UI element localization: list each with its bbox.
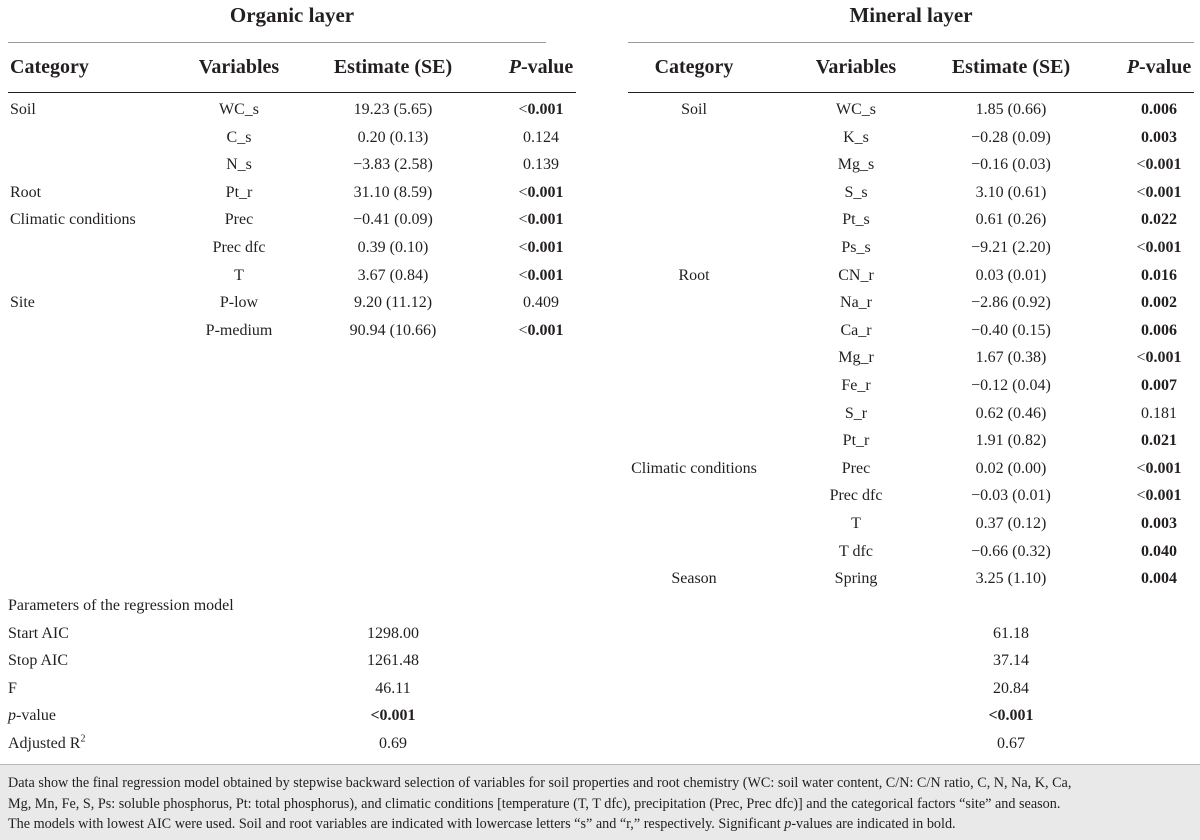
- mineral-estimate-cell: 3.10 (0.61): [975, 183, 1047, 201]
- organic-pvalue-cell: [518, 101, 563, 119]
- organic-layer-title: Organic layer: [229, 3, 355, 27]
- less-than-sign: <: [518, 211, 528, 229]
- mineral-header-category: Category: [654, 56, 734, 78]
- mineral-variable-cell: Mg_r: [838, 349, 874, 367]
- organic-variable-cell: P-low: [219, 294, 259, 312]
- mineral-pvalue-cell: [1136, 487, 1181, 505]
- mineral-pvalue-cell: [1136, 239, 1181, 257]
- organic-category-cell: Climatic conditions: [10, 211, 136, 229]
- model-param-label: [8, 735, 85, 753]
- pvalue-number: 0.006: [1141, 101, 1177, 118]
- mineral-estimate-cell: 0.02 (0.00): [975, 459, 1047, 477]
- organic-category-cell: Soil: [10, 101, 36, 118]
- less-than-sign: <: [518, 266, 528, 284]
- pvalue-number: 0.001: [527, 321, 564, 339]
- mineral-variable-cell: Pt_s: [842, 211, 870, 229]
- organic-pvalue-cell: [518, 322, 563, 340]
- pvalue-number: 0.003: [1141, 128, 1177, 146]
- organic-header-estimate: Estimate (SE): [333, 56, 453, 78]
- mineral-estimate-cell: 0.37 (0.12): [975, 515, 1047, 532]
- pvalue-number: 0.001: [527, 266, 564, 284]
- model-param-label: [8, 652, 68, 670]
- mineral-estimate-cell: 0.03 (0.01): [975, 266, 1047, 284]
- pvalue-number: 0.124: [523, 128, 559, 146]
- organic-variable-cell: WC_s: [219, 101, 259, 118]
- organic-header-pvalue: P-value: [508, 56, 574, 78]
- mineral-pvalue-cell: [1141, 377, 1177, 395]
- mineral-variable-cell: Prec dfc: [829, 487, 883, 505]
- pvalue-number: 0.001: [527, 101, 564, 118]
- organic-estimate-cell: 31.10 (8.59): [353, 183, 433, 201]
- mineral-header-pvalue: P-value: [1126, 56, 1192, 78]
- mineral-estimate-cell: 1.67 (0.38): [975, 349, 1047, 367]
- organic-pvalue-cell: [518, 239, 563, 257]
- pvalue-number: 0.181: [1141, 404, 1177, 422]
- organic-estimate-cell: 3.67 (0.84): [357, 266, 429, 284]
- organic-category-cell: Root: [10, 183, 42, 201]
- pvalue-number: 0.003: [1141, 515, 1177, 532]
- table-footnote: [0, 764, 1200, 840]
- organic-title-rule: [8, 42, 546, 43]
- organic-estimate-cell: 19.23 (5.65): [353, 101, 433, 118]
- model-param-label: [8, 625, 69, 643]
- organic-variable-cell: P-medium: [205, 321, 273, 339]
- mineral-header-estimate: Estimate (SE): [951, 56, 1071, 78]
- organic-estimate-cell: −0.41 (0.09): [353, 211, 433, 229]
- organic-category-cell: Site: [10, 294, 35, 312]
- organic-estimate-cell: 0.20 (0.13): [357, 128, 429, 146]
- mineral-pvalue-cell: [1141, 294, 1177, 312]
- mineral-header-variables: Variables: [815, 56, 897, 78]
- mineral-variable-cell: Ps_s: [841, 239, 871, 256]
- mineral-pvalue-cell: [1141, 267, 1177, 285]
- pvalue-number: 0.040: [1141, 542, 1177, 560]
- mineral-pvalue-cell: [1141, 322, 1177, 340]
- model-mineral-value: 37.14: [993, 652, 1029, 670]
- model-params-title: Parameters of the regression model: [8, 597, 234, 614]
- label-text: F: [8, 679, 17, 697]
- pvalue-number: 0.001: [1145, 349, 1182, 367]
- mineral-variable-cell: K_s: [843, 128, 869, 146]
- mineral-variable-cell: T: [851, 515, 861, 532]
- mineral-estimate-cell: −0.16 (0.03): [971, 156, 1051, 174]
- mineral-pvalue-cell: [1141, 515, 1177, 533]
- model-organic-value: 1298.00: [367, 625, 419, 642]
- less-than-sign: <: [1136, 183, 1146, 201]
- pvalue-number: 0.001: [527, 239, 564, 256]
- mineral-variable-cell: Pt_r: [842, 432, 870, 450]
- mineral-pvalue-cell: [1141, 570, 1177, 588]
- pvalue-number: 0.409: [523, 294, 559, 312]
- mineral-category-cell: Soil: [681, 101, 707, 118]
- pvalue-number: 0.001: [1145, 459, 1182, 477]
- pvalue-number: 0.001: [527, 183, 564, 201]
- pvalue-number: 0.002: [1141, 294, 1177, 312]
- mineral-variable-cell: CN_r: [838, 266, 874, 284]
- mineral-header-rule: [628, 92, 1194, 93]
- mineral-estimate-cell: −0.12 (0.04): [971, 377, 1051, 394]
- mineral-variable-cell: Fe_r: [841, 377, 871, 394]
- mineral-category-cell: Season: [671, 570, 717, 588]
- mineral-pvalue-cell: [1136, 460, 1181, 478]
- pvalue-number: 0.006: [1141, 321, 1177, 339]
- mineral-variable-cell: S_r: [844, 404, 868, 422]
- mineral-pvalue-cell: [1141, 129, 1177, 147]
- mineral-variable-cell: Ca_r: [840, 321, 872, 339]
- organic-variable-cell: Prec dfc: [212, 239, 266, 256]
- pvalue-number: 0.001: [527, 211, 564, 229]
- mineral-estimate-cell: 0.61 (0.26): [975, 211, 1047, 229]
- pvalue-number: 0.001: [1145, 239, 1182, 256]
- organic-variable-cell: C_s: [226, 128, 252, 146]
- model-param-label: [8, 680, 17, 698]
- organic-variable-cell: N_s: [226, 156, 252, 174]
- mineral-estimate-cell: −0.03 (0.01): [971, 487, 1051, 505]
- mineral-pvalue-cell: [1136, 349, 1181, 367]
- less-than-sign: <: [1136, 349, 1146, 367]
- model-mineral-value: 20.84: [993, 679, 1029, 697]
- mineral-estimate-cell: 3.25 (1.10): [975, 570, 1047, 588]
- model-organic-value: <0.001: [370, 707, 416, 725]
- less-than-sign: <: [1136, 459, 1146, 477]
- mineral-estimate-cell: −2.86 (0.92): [971, 294, 1051, 312]
- mineral-variable-cell: WC_s: [836, 101, 876, 118]
- organic-variable-cell: Pt_r: [225, 183, 253, 201]
- mineral-pvalue-cell: [1141, 405, 1177, 423]
- organic-pvalue-cell: [523, 129, 559, 147]
- organic-pvalue-cell: [523, 294, 559, 312]
- label-superscript: 2: [80, 733, 86, 745]
- mineral-category-cell: Climatic conditions: [631, 459, 757, 477]
- model-organic-value: 46.11: [375, 679, 411, 697]
- mineral-variable-cell: Prec: [841, 459, 871, 477]
- mineral-pvalue-cell: [1141, 432, 1177, 450]
- mineral-variable-cell: T dfc: [839, 542, 873, 560]
- mineral-variable-cell: S_s: [844, 183, 868, 201]
- model-mineral-value: 0.67: [997, 734, 1025, 752]
- pvalue-number: 0.007: [1141, 377, 1177, 394]
- model-organic-value: 1261.48: [367, 652, 419, 670]
- label-text: -value: [16, 707, 56, 725]
- model-mineral-value: 61.18: [993, 625, 1029, 642]
- mineral-estimate-cell: −0.40 (0.15): [971, 321, 1051, 339]
- pvalue-number: 0.001: [1145, 156, 1182, 174]
- mineral-estimate-cell: −0.66 (0.32): [971, 542, 1051, 560]
- label-text: Stop AIC: [8, 652, 69, 670]
- mineral-pvalue-cell: [1141, 543, 1177, 561]
- label-italic-part: p: [8, 707, 16, 725]
- mineral-category-cell: Root: [678, 266, 710, 284]
- less-than-sign: <: [1136, 156, 1146, 174]
- organic-estimate-cell: 9.20 (11.12): [353, 294, 433, 312]
- mineral-pvalue-cell: [1141, 211, 1177, 229]
- mineral-variable-cell: Mg_s: [837, 156, 875, 174]
- pvalue-number: 0.004: [1141, 570, 1177, 588]
- mineral-pvalue-cell: [1141, 101, 1177, 119]
- less-than-sign: <: [518, 321, 528, 339]
- footnote-line-3: The models with lowest AIC were used. Soil and root variables are indicated with lowercase letters “s” and “r,” respectively. Significant p-values are indicated in bold.: [8, 816, 956, 832]
- label-text: Start AIC: [8, 625, 69, 642]
- footnote-line-2: Mg, Mn, Fe, S, Ps: soluble phosphorus, Pt: total phosphorus), and climatic conditions [temperature (T, T dfc), precipitation (Prec, Prec dfc)] and the categorical factors “site” and season.: [8, 795, 1061, 812]
- mineral-title-rule: [628, 42, 1194, 43]
- mineral-estimate-cell: 1.85 (0.66): [975, 101, 1047, 118]
- mineral-layer-title: Mineral layer: [849, 3, 973, 27]
- mineral-estimate-cell: −9.21 (2.20): [971, 239, 1051, 256]
- organic-variable-cell: T: [234, 266, 244, 284]
- footnote-line-1: Data show the final regression model obtained by stepwise backward selection of variables for soil properties and root chemistry (WC: soil water content, C/N: C/N ratio, C, N, Na, K, Ca,: [8, 775, 1072, 791]
- less-than-sign: <: [1136, 239, 1146, 256]
- mineral-estimate-cell: −0.28 (0.09): [971, 128, 1051, 146]
- organic-estimate-cell: 0.39 (0.10): [357, 239, 429, 256]
- model-organic-value: 0.69: [379, 734, 407, 752]
- mineral-pvalue-cell: [1136, 184, 1181, 202]
- model-mineral-value: <0.001: [988, 707, 1034, 725]
- organic-estimate-cell: −3.83 (2.58): [353, 156, 433, 174]
- mineral-estimate-cell: 0.62 (0.46): [975, 404, 1047, 422]
- pvalue-number: 0.021: [1141, 432, 1177, 450]
- organic-estimate-cell: 90.94 (10.66): [349, 321, 437, 339]
- mineral-pvalue-cell: [1136, 156, 1181, 174]
- organic-pvalue-cell: [518, 211, 563, 229]
- pvalue-number: 0.139: [523, 156, 559, 174]
- less-than-sign: <: [518, 101, 528, 118]
- organic-variable-cell: Prec: [224, 211, 254, 229]
- model-param-label: [8, 707, 56, 725]
- mineral-variable-cell: Spring: [834, 570, 878, 588]
- pvalue-number: 0.022: [1141, 211, 1177, 229]
- less-than-sign: <: [518, 239, 528, 256]
- organic-pvalue-cell: [518, 184, 563, 202]
- organic-pvalue-cell: [523, 156, 559, 174]
- pvalue-number: 0.001: [1145, 487, 1182, 505]
- organic-header-category: Category: [10, 56, 89, 78]
- mineral-variable-cell: Na_r: [840, 294, 872, 312]
- mineral-estimate-cell: 1.91 (0.82): [975, 432, 1047, 450]
- organic-pvalue-cell: [518, 267, 563, 285]
- pvalue-number: 0.016: [1141, 266, 1177, 284]
- less-than-sign: <: [1136, 487, 1146, 505]
- organic-header-rule: [8, 92, 576, 93]
- pvalue-number: 0.001: [1145, 183, 1182, 201]
- organic-header-variables: Variables: [198, 56, 280, 78]
- less-than-sign: <: [518, 183, 528, 201]
- label-text: Adjusted R: [8, 734, 81, 752]
